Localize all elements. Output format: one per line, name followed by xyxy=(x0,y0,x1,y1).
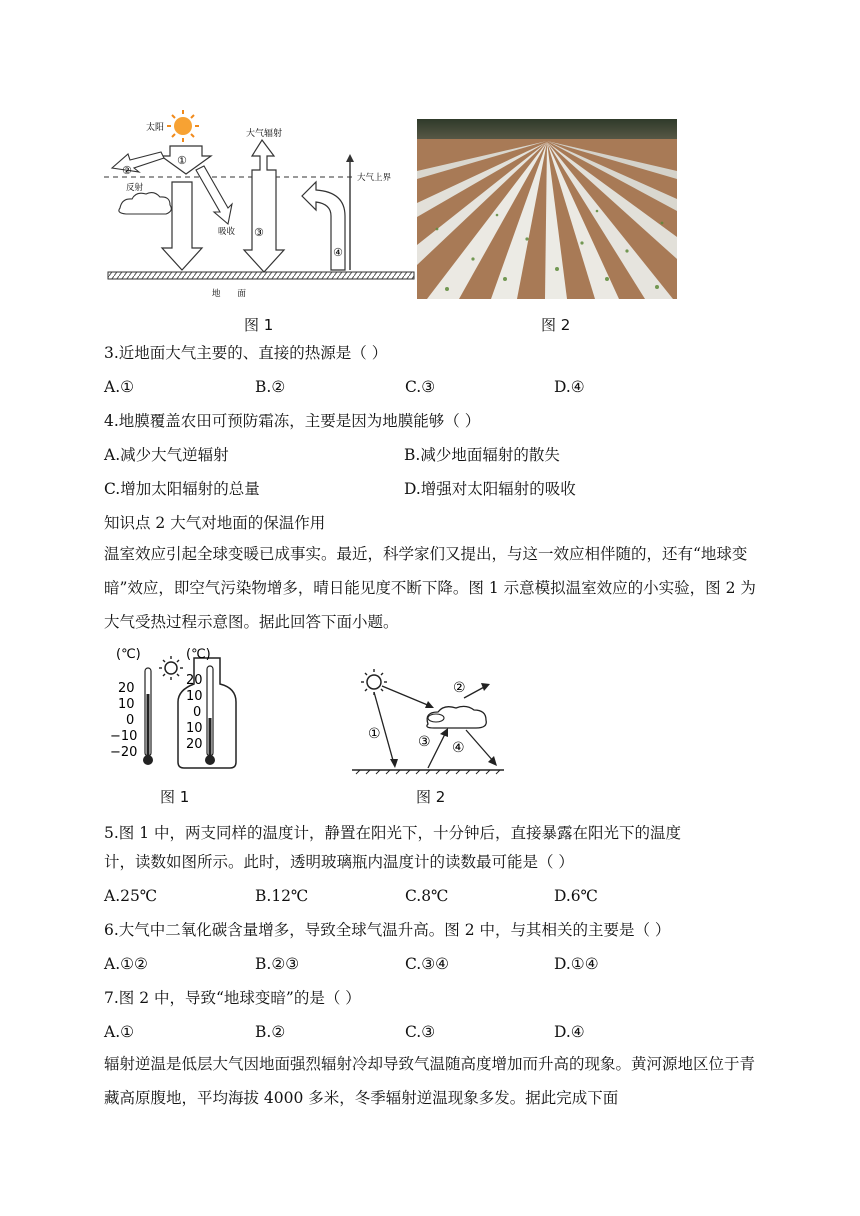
tick-20: 20 xyxy=(118,681,135,696)
cloud-icon-mid xyxy=(427,706,486,728)
sun-label: 太阳 xyxy=(146,123,165,133)
bottle-tick-20: 20 xyxy=(186,673,203,688)
ground-bar xyxy=(108,272,414,279)
q4-stem: 4.地膜覆盖农田可预防霜冻，主要是因为地膜能够（ ） xyxy=(104,412,481,430)
q6-option-d: D.①④ xyxy=(554,955,599,973)
sun-icon xyxy=(167,110,199,142)
q7-option-a: A.① xyxy=(104,1023,135,1041)
q4-option-c: C.增加太阳辐射的总量 xyxy=(104,480,260,498)
unit-right: (℃) xyxy=(186,647,211,662)
bottle-tick-10: 10 xyxy=(186,689,203,704)
atm-top-label: 大气上界 xyxy=(357,173,392,183)
q3-stem: 3.近地面大气主要的、直接的热源是（ ） xyxy=(104,344,388,362)
figure1-radiation-diagram xyxy=(104,108,416,300)
arrow-down-ground xyxy=(162,182,202,270)
arrow-atmospheric-radiation xyxy=(244,140,284,272)
passage-1: 温室效应引起全球变暖已成事实。最近，科学家们又提出，与这一效应相伴随的，还有“地球变暗”效应，即空气污染物增多，晴日能见度不断下降。图 1 示意模拟温室效应的小实验，图 2 为大气受热过程示意图。据此回答下面小题。 xyxy=(104,545,756,631)
q7-option-d: D.④ xyxy=(554,1023,585,1041)
label-n3: ③ xyxy=(254,226,264,239)
q4-option-b: B.减少地面辐射的散失 xyxy=(404,446,560,464)
tick-10: 10 xyxy=(118,697,135,712)
mid-label-n3: ③ xyxy=(418,734,431,750)
tick-0: 0 xyxy=(126,713,135,728)
figure2-caption: 图 2 xyxy=(541,316,571,334)
q5-option-a: A.25℃ xyxy=(104,887,158,905)
bottle-tick-m10: 10 xyxy=(186,721,203,736)
figure-thermometers xyxy=(110,644,250,772)
bottle-tick-0: 0 xyxy=(193,705,202,720)
ground-label: 地 面 xyxy=(212,289,247,299)
q5-option-c: C.8℃ xyxy=(405,887,449,905)
q7-option-b: B.② xyxy=(255,1023,286,1041)
figure1-caption: 图 1 xyxy=(244,316,274,334)
atm-radiation-label: 大气辐射 xyxy=(246,129,283,139)
field-photo xyxy=(417,119,677,299)
mid-label-n2: ② xyxy=(453,680,466,696)
q4-option-d: D.增强对太阳辐射的吸收 xyxy=(404,480,576,498)
tick-m10: −10 xyxy=(110,729,138,744)
q5-stem-line2: 计，读数如图所示。此时，透明玻璃瓶内温度计的读数最可能是（ ） xyxy=(104,853,574,871)
sun-icon-small xyxy=(159,656,183,680)
q6-option-b: B.②③ xyxy=(255,955,300,973)
reflect-label: 反射 xyxy=(126,183,144,193)
q7-stem: 7.图 2 中，导致“地球变暗”的是（ ） xyxy=(104,989,361,1007)
q3-option-c: C.③ xyxy=(405,378,436,396)
q3-option-a: A.① xyxy=(104,378,135,396)
sun-icon-mid xyxy=(361,669,387,695)
q3-option-d: D.④ xyxy=(554,378,585,396)
figure-heating-process xyxy=(348,664,508,776)
q7-option-c: C.③ xyxy=(405,1023,436,1041)
label-n2: ② xyxy=(122,164,132,177)
q6-option-a: A.①② xyxy=(104,955,148,973)
passage-2: 辐射逆温是低层大气因地面强烈辐射冷却导致气温随高度增加而升高的现象。黄河源地区位于青藏高原腹地，平均海拔 4000 多米，冬季辐射逆温现象多发。据此完成下面 xyxy=(104,1055,756,1107)
q5-stem-line1: 5.图 1 中，两支同样的温度计，静置在阳光下，十分钟后，直接暴露在阳光下的温度 xyxy=(104,824,682,842)
tick-m20: −20 xyxy=(110,745,138,760)
q5-option-d: D.6℃ xyxy=(554,887,599,905)
cloud-icon xyxy=(119,193,171,214)
mid-label-n4: ④ xyxy=(452,740,465,756)
q3-option-b: B.② xyxy=(255,378,286,396)
bottle-tick-m20: 20 xyxy=(186,737,203,752)
absorb-label: 吸收 xyxy=(218,227,236,237)
q5-option-b: B.12℃ xyxy=(255,887,309,905)
mid-label-n1: ① xyxy=(368,726,381,742)
q6-stem: 6.大气中二氧化碳含量增多，导致全球气温升高。图 2 中，与其相关的主要是（ ） xyxy=(104,921,671,939)
section-heading: 知识点 2 大气对地面的保温作用 xyxy=(104,514,326,532)
unit-left: (℃) xyxy=(116,647,141,662)
label-n1: ① xyxy=(177,154,187,167)
label-n4: ④ xyxy=(333,246,343,259)
mid-figure1-caption: 图 1 xyxy=(160,788,190,806)
q4-option-a: A.减少大气逆辐射 xyxy=(104,446,229,464)
q6-option-c: C.③④ xyxy=(405,955,450,973)
mid-figure2-caption: 图 2 xyxy=(416,788,446,806)
